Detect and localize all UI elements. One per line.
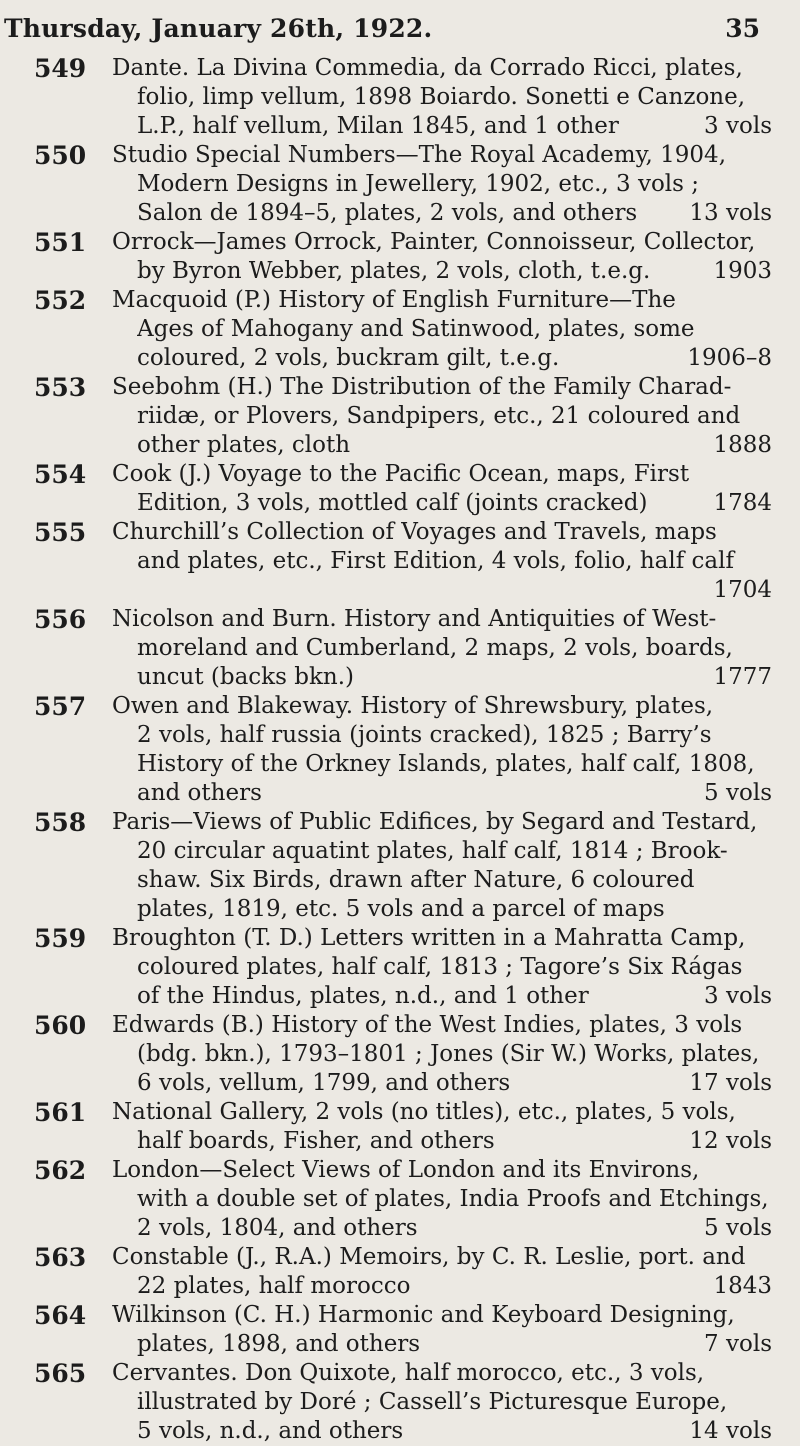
- lot-description-line: moreland and Cumberland, 2 maps, 2 vols, boards,: [137, 635, 733, 661]
- lot-description-line: Cervantes. Don Quixote, half morocco, etc., 3 vols,: [112, 1360, 705, 1386]
- lot-entry: [0, 1011, 800, 1098]
- lot-description-line: London—Select Views of London and its Environs,: [112, 1157, 700, 1183]
- lot-description-line: 22 plates, half morocco: [137, 1273, 411, 1299]
- lot-entry: [0, 141, 800, 228]
- lot-date: 1888: [713, 432, 772, 458]
- lot-entry: [0, 924, 800, 1011]
- lot-description-line: folio, limp vellum, 1898 Boiardo. Sonetti e Canzone,: [137, 84, 746, 110]
- lot-description-line: Salon de 1894–5, plates, 2 vols, and others: [137, 200, 638, 226]
- lot-description-line: Broughton (T. D.) Letters written in a Mahratta Camp,: [112, 925, 746, 951]
- lot-number: 553: [34, 373, 87, 402]
- lot-description-line: Cook (J.) Voyage to the Pacific Ocean, maps, First: [112, 461, 690, 487]
- lot-description-line: illustrated by Doré ; Cassell’s Picturesque Europe,: [137, 1389, 728, 1415]
- lot-description-line: 6 vols, vellum, 1799, and others: [137, 1070, 511, 1096]
- lot-date: 1843: [713, 1273, 772, 1299]
- lot-list: [0, 54, 800, 1446]
- lot-description-line: Nicolson and Burn. History and Antiquities of West-: [112, 606, 717, 632]
- lot-entry: [0, 518, 800, 605]
- lot-description-line: Owen and Blakeway. History of Shrewsbury, plates,: [112, 693, 714, 719]
- lot-number: 558: [34, 808, 87, 837]
- lot-description-line: Dante. La Divina Commedia, da Corrado Ricci, plates,: [112, 55, 743, 81]
- lot-number: 552: [34, 286, 87, 315]
- lot-number: 554: [34, 460, 87, 489]
- lot-number: 563: [34, 1243, 87, 1272]
- lot-entry: [0, 1098, 800, 1156]
- lot-number: 555: [34, 518, 87, 547]
- lot-description-line: coloured, 2 vols, buckram gilt, t.e.g.: [137, 345, 560, 371]
- lot-description-line: half boards, Fisher, and others: [137, 1128, 495, 1154]
- lot-description-line: Seebohm (H.) The Distribution of the Family Charad-: [112, 374, 732, 400]
- lot-quantity: 12 vols: [689, 1128, 772, 1154]
- lot-description-line: Macquoid (P.) History of English Furniture—The: [112, 287, 676, 313]
- lot-description-line: other plates, cloth: [137, 432, 351, 458]
- lot-description-line: 5 vols, n.d., and others: [137, 1418, 404, 1444]
- lot-number: 557: [34, 692, 87, 721]
- lot-number: 549: [34, 54, 87, 83]
- lot-date: 1704: [713, 577, 772, 603]
- lot-entry: [0, 692, 800, 808]
- lot-description-line: uncut (backs bkn.): [137, 664, 354, 690]
- lot-description-line: coloured plates, half calf, 1813 ; Tagore’s Six Rágas: [137, 954, 743, 980]
- lot-entry: [0, 1301, 800, 1359]
- lot-description-line: 2 vols, half russia (joints cracked), 1825 ; Barry’s: [137, 722, 712, 748]
- lot-quantity: 3 vols: [704, 983, 772, 1009]
- lot-description-line: History of the Orkney Islands, plates, half calf, 1808,: [137, 751, 755, 777]
- lot-description-line: National Gallery, 2 vols (no titles), etc., plates, 5 vols,: [112, 1099, 736, 1125]
- lot-entry: [0, 1243, 800, 1301]
- lot-description-line: 2 vols, 1804, and others: [137, 1215, 418, 1241]
- lot-number: 561: [34, 1098, 87, 1127]
- lot-date: 1784: [713, 490, 772, 516]
- lot-description-line: Orrock—James Orrock, Painter, Connoisseur, Collector,: [112, 229, 756, 255]
- lot-number: 564: [34, 1301, 87, 1330]
- lot-quantity: 7 vols: [704, 1331, 772, 1357]
- lot-description-line: Studio Special Numbers—The Royal Academy, 1904,: [112, 142, 727, 168]
- lot-description-line: 20 circular aquatint plates, half calf, 1814 ; Brook-: [137, 838, 728, 864]
- lot-description-line: Constable (J., R.A.) Memoirs, by C. R. Leslie, port. and: [112, 1244, 746, 1270]
- lot-description-line: plates, 1898, and others: [137, 1331, 421, 1357]
- lot-quantity: 5 vols: [704, 780, 772, 806]
- lot-number: 562: [34, 1156, 87, 1185]
- lot-description-line: and others: [137, 780, 262, 806]
- lot-description-line: and plates, etc., First Edition, 4 vols, folio, half calf: [137, 548, 734, 574]
- page-header: [0, 14, 800, 50]
- lot-entry: [0, 54, 800, 141]
- lot-quantity: 13 vols: [689, 200, 772, 226]
- lot-quantity: 5 vols: [704, 1215, 772, 1241]
- lot-number: 551: [34, 228, 87, 257]
- lot-entry: [0, 460, 800, 518]
- lot-description-line: by Byron Webber, plates, 2 vols, cloth, t.e.g.: [137, 258, 651, 284]
- lot-entry: [0, 228, 800, 286]
- lot-number: 560: [34, 1011, 87, 1040]
- lot-entry: [0, 808, 800, 924]
- lot-description-line: Edition, 3 vols, mottled calf (joints cracked): [137, 490, 648, 516]
- lot-date: 1906–8: [687, 345, 772, 371]
- lot-entry: [0, 1156, 800, 1243]
- lot-entry: [0, 1359, 800, 1446]
- lot-entry: [0, 286, 800, 373]
- lot-date: 1903: [713, 258, 772, 284]
- lot-description-line: with a double set of plates, India Proofs and Etchings,: [137, 1186, 769, 1212]
- lot-description-line: (bdg. bkn.), 1793–1801 ; Jones (Sir W.) Works, plates,: [137, 1041, 760, 1067]
- lot-description-line: Modern Designs in Jewellery, 1902, etc., 3 vols ;: [137, 171, 700, 197]
- lot-number: 559: [34, 924, 87, 953]
- lot-description-line: Churchill’s Collection of Voyages and Travels, maps: [112, 519, 717, 545]
- lot-description-line: Paris—Views of Public Edifices, by Segard and Testard,: [112, 809, 758, 835]
- lot-date: 1777: [713, 664, 772, 690]
- sale-date-heading: Thursday, January 26th, 1922.: [4, 14, 433, 43]
- lot-description-line: shaw. Six Birds, drawn after Nature, 6 coloured: [137, 867, 695, 893]
- lot-number: 565: [34, 1359, 87, 1388]
- lot-description-line: Ages of Mahogany and Satinwood, plates, some: [137, 316, 695, 342]
- lot-description-line: Wilkinson (C. H.) Harmonic and Keyboard Designing,: [112, 1302, 735, 1328]
- lot-quantity: 17 vols: [689, 1070, 772, 1096]
- lot-quantity: 3 vols: [704, 113, 772, 139]
- lot-number: 556: [34, 605, 87, 634]
- lot-description-line: of the Hindus, plates, n.d., and 1 other: [137, 983, 589, 1009]
- lot-description-line: plates, 1819, etc. 5 vols and a parcel of maps: [137, 896, 665, 922]
- lot-entry: [0, 605, 800, 692]
- lot-number: 550: [34, 141, 87, 170]
- page-number: 35: [725, 14, 760, 43]
- lot-entry: [0, 373, 800, 460]
- lot-description-line: Edwards (B.) History of the West Indies, plates, 3 vols: [112, 1012, 743, 1038]
- lot-quantity: 14 vols: [689, 1418, 772, 1444]
- lot-description-line: riidæ, or Plovers, Sandpipers, etc., 21 coloured and: [137, 403, 741, 429]
- lot-description-line: L.P., half vellum, Milan 1845, and 1 other: [137, 113, 619, 139]
